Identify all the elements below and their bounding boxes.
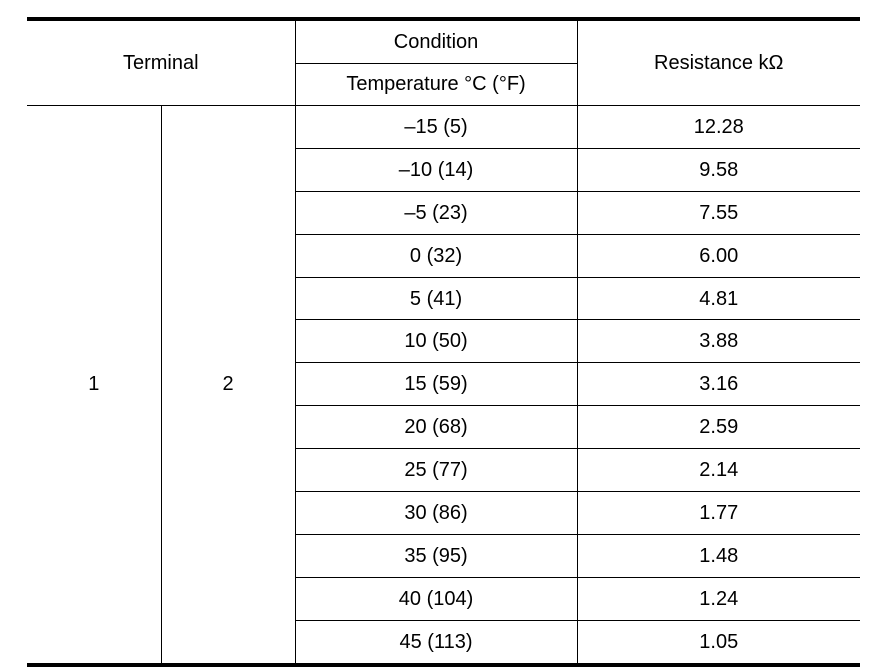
temperature-cell: 5 (41) xyxy=(295,277,577,320)
terminal-a-cell: 1 xyxy=(27,106,161,665)
resistance-cell: 2.14 xyxy=(577,449,860,492)
terminal-b-cell: 2 xyxy=(161,106,295,665)
resistance-cell: 6.00 xyxy=(577,234,860,277)
header-row xyxy=(27,19,860,63)
resistance-cell: 3.16 xyxy=(577,363,860,406)
resistance-cell: 9.58 xyxy=(577,148,860,191)
temperature-cell: 0 (32) xyxy=(295,234,577,277)
temperature-cell: 25 (77) xyxy=(295,449,577,492)
terminal-header: Terminal xyxy=(27,19,295,106)
temperature-header: Temperature °C (°F) xyxy=(295,63,577,106)
temperature-cell: 15 (59) xyxy=(295,363,577,406)
temperature-cell: 10 (50) xyxy=(295,320,577,363)
resistance-table xyxy=(27,17,860,667)
condition-header: Condition xyxy=(295,19,577,63)
resistance-cell: 12.28 xyxy=(577,106,860,149)
resistance-cell: 1.77 xyxy=(577,492,860,535)
temperature-cell: 30 (86) xyxy=(295,492,577,535)
resistance-cell: 4.81 xyxy=(577,277,860,320)
resistance-cell: 1.05 xyxy=(577,620,860,664)
temperature-cell: 35 (95) xyxy=(295,534,577,577)
resistance-cell: 3.88 xyxy=(577,320,860,363)
temperature-cell: 20 (68) xyxy=(295,406,577,449)
temperature-cell: 40 (104) xyxy=(295,577,577,620)
table-row xyxy=(27,106,860,149)
resistance-cell: 7.55 xyxy=(577,191,860,234)
temperature-cell: –15 (5) xyxy=(295,106,577,149)
resistance-cell: 1.48 xyxy=(577,534,860,577)
temperature-cell: 45 (113) xyxy=(295,620,577,664)
temperature-cell: –5 (23) xyxy=(295,191,577,234)
resistance-header: Resistance kΩ xyxy=(577,19,860,106)
resistance-cell: 2.59 xyxy=(577,406,860,449)
resistance-cell: 1.24 xyxy=(577,577,860,620)
temperature-cell: –10 (14) xyxy=(295,148,577,191)
